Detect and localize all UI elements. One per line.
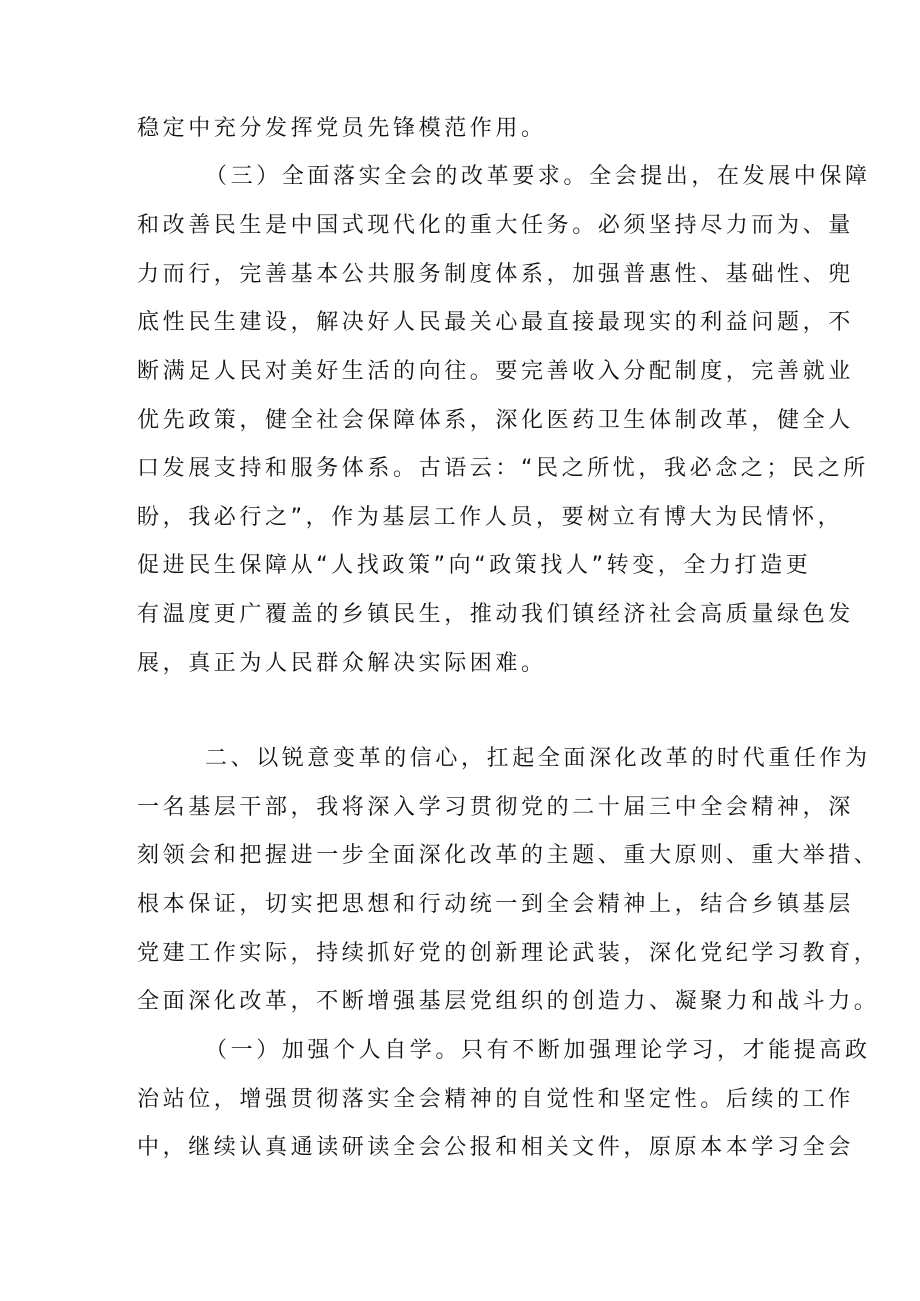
paragraph-line: 有温度更广覆盖的乡镇民生，推动我们镇经济社会高质量绿色发 [137,602,854,627]
paragraph-line: 党建工作实际，持续抓好党的创新理论武装，深化党纪学习教育， [137,941,880,966]
paragraph-line: （三）全面落实全会的改革要求。全会提出，在发展中保障 [205,164,871,189]
paragraph-line: 根本保证，切实把思想和行动统一到全会精神上，结合乡镇基层 [137,892,854,917]
paragraph-line: 优先政策，健全社会保障体系，深化医药卫生体制改革，健全人 [137,408,854,433]
paragraph-line: （一）加强个人自学。只有不断加强理论学习，才能提高政 [205,1038,871,1063]
paragraph-line: 底性民生建设，解决好人民最关心最直接最现实的利益问题，不 [137,310,854,335]
paragraph-line: 断满足人民对美好生活的向往。要完善收入分配制度，完善就业 [137,359,854,384]
paragraph-line: 力而行，完善基本公共服务制度体系，加强普惠性、基础性、兜 [137,262,854,287]
paragraph-line: 盼，我必行之”，作为基层工作人员，要树立有博大为民情怀， [137,505,844,530]
paragraph-line: 治站位，增强贯彻落实全会精神的自觉性和坚定性。后续的工作 [137,1087,854,1112]
paragraph-line: 一名基层干部，我将深入学习贯彻党的二十届三中全会精神，深 [137,795,854,820]
paragraph-line: 口发展支持和服务体系。古语云：“民之所忧，我必念之；民之所 [137,456,869,481]
paragraph-line: 中，继续认真通读研读全会公报和相关文件，原原本本学习全会 [137,1135,854,1160]
paragraph-line: 展，真正为人民群众解决实际困难。 [137,651,547,676]
paragraph-line: 促进民生保障从“人找政策”向“政策找人”转变，全力打造更 [137,553,812,578]
paragraph-line: 和改善民生是中国式现代化的重大任务。必须坚持尽力而为、量 [137,213,854,238]
paragraph-line: 刻领会和把握进一步全面深化改革的主题、重大原则、重大举措、 [137,843,880,868]
paragraph-line: 全面深化改革，不断增强基层党组织的创造力、凝聚力和战斗力。 [137,989,880,1014]
paragraph-line: 稳定中充分发挥党员先锋模范作用。 [137,116,547,141]
section-heading-line: 二、以锐意变革的信心，扛起全面深化改革的时代重任作为 [205,746,871,771]
